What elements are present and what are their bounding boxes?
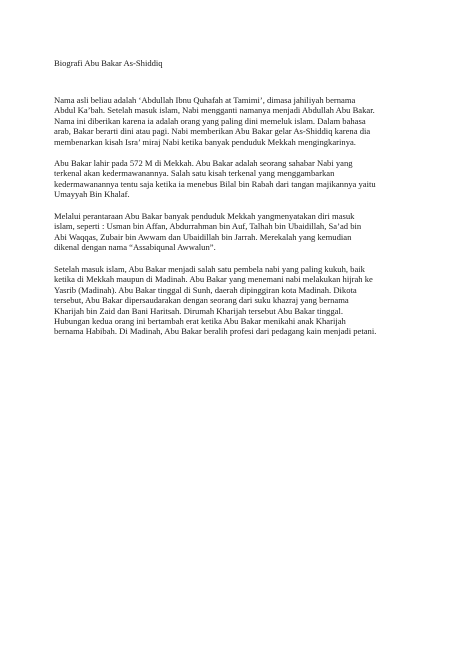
paragraph-line: Melalui perantaraan Abu Bakar banyak penduduk Mekkah yangmenyatakan diri masuk	[54, 211, 355, 221]
document-title: Biografi Abu Bakar As-Shiddiq	[54, 58, 163, 68]
paragraph-line: terkenal akan kedermawanannya. Salah satu kisah terkenal yang menggambarkan	[54, 168, 335, 179]
paragraph-line: Nama asli beliau adalah ‘Abdullah Ibnu Quhafah at Tamimi’, dimasa jahiliyah bernama	[54, 95, 356, 105]
paragraph-line: islam, seperti : Usman bin Affan, Abdurrahman bin Auf, Talhah bin Ubaidillah, Sa’ad bin	[54, 221, 362, 232]
paragraph-name-origin	[54, 95, 375, 147]
paragraph-line: bernama Habibah. Di Madinah, Abu Bakar beralih profesi dari pedagang kain menjadi petani.	[54, 326, 377, 337]
paragraph-line: Umayyah Bin Khalaf.	[54, 189, 130, 200]
paragraph-line: Abdul Ka’bah. Setelah masuk islam, Nabi mengganti namanya menjadi Abdullah Abu Bakar.	[54, 105, 375, 116]
paragraph-line: ketika di Mekkah maupun di Madinah. Abu Bakar yang menemani nabi melakukan hijrah ke	[54, 274, 373, 285]
paragraph-line: kedermawanannya tentu saja ketika ia menebus Bilal bin Rabah dari tangan majikannya yaitu	[54, 178, 376, 189]
paragraph-line: dikenal dengan nama “Assabiqunal Awwalun”.	[54, 242, 216, 253]
paragraph-line: Yasrib (Madinah). Abu Bakar tinggal di Sunh, daerah dipinggiran kota Madinah. Dikota	[54, 284, 357, 295]
paragraph-line: membenarkan kisah Isra’ miraj Nabi ketika banyak penduduk Mekkah mengingkarinya.	[54, 136, 356, 147]
paragraph-line: Kharijah bin Zaid dan Bani Haritsah. Dirumah Kharijah tersebut Abu Bakar tinggal.	[54, 305, 344, 316]
paragraph-line: tersebut, Abu Bakar dipersaudarakan dengan seorang dari suku khazraj yang bernama	[54, 295, 349, 306]
paragraph-line: arab, Bakar berarti dini atau pagi. Nabi memberikan Abu Bakar gelar As-Shiddiq karena dia	[54, 126, 371, 137]
paragraph-line: Abi Waqqas, Zubair bin Awwam dan Ubaidillah bin Jarrah. Merekalah yang kemudian	[54, 231, 352, 242]
paragraph-line: Setelah masuk islam, Abu Bakar menjadi salah satu pembela nabi yang paling kukuh, baik	[54, 264, 365, 274]
paragraph-converts	[54, 211, 361, 253]
paragraph-line: Abu Bakar lahir pada 572 M di Mekkah. Abu Bakar adalah seorang sahabar Nabi yang	[54, 158, 353, 168]
paragraph-line: Hubungan kedua orang ini bertambah erat ketika Abu Bakar menikahi anak Kharijah	[54, 316, 346, 327]
paragraph-line: Nama ini diberikan karena ia adalah orang yang paling dini memeluk islam. Dalam bahasa	[54, 115, 366, 126]
paragraph-madinah	[54, 264, 376, 337]
paragraph-birth	[54, 158, 376, 200]
